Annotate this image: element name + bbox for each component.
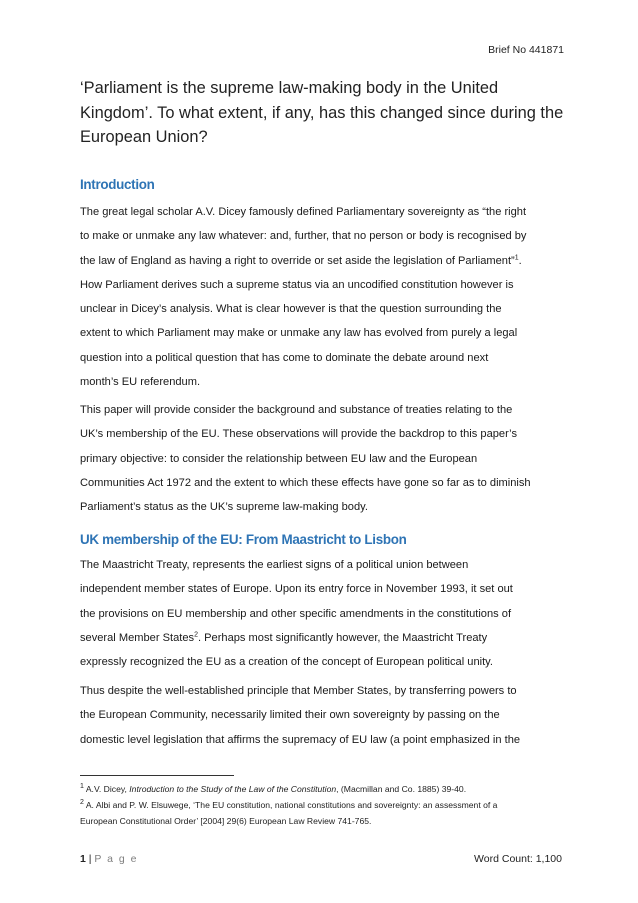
text-line: Thus despite the well-established principle that Member States, by transferring powers to [80, 685, 517, 697]
section2-paragraph-2 [80, 679, 562, 752]
heading-introduction: Introduction [80, 177, 155, 192]
text-line: the provisions on EU membership and other specific amendments in the constitutions of [80, 607, 512, 620]
text-line: independent member states of Europe. Upon its entry force in November 1993, it set out [80, 583, 513, 596]
text-line: UK’s membership of the EU. These observations will provide the backdrop to this paper’s [80, 428, 517, 441]
page-label: P a g e [94, 853, 138, 865]
text-line: several Member States$^2$. Perhaps most significantly however, the Maastricht Treaty [80, 631, 488, 644]
title-line: Kingdom’. To what extent, if any, has this changed since during the [80, 103, 564, 122]
brief-number: Brief No 441871 [488, 44, 564, 56]
footnote-separator [80, 775, 234, 776]
footnotes [80, 781, 570, 830]
text-line: domestic level legislation that affirms the supremacy of EU law (a point emphasized in the [80, 733, 521, 746]
footnote-ref-1[interactable]: 1 [514, 253, 519, 261]
text-line: Communities Act 1972 and the extent to which these effects have gone so far as to diminish [80, 476, 531, 489]
text-line: the European Community, necessarily limited their own sovereignty by passing on the [80, 709, 500, 722]
text-line: primary objective: to consider the relationship between EU law and the European [80, 452, 478, 465]
footnote-2: $^2$ A. Albi and P. W. Elsuwege, ‘The EU constitution, national constitutions and sovereignty: an assessment of a [80, 799, 498, 811]
text-line: This paper will provide consider the background and substance of treaties relating to the [80, 404, 513, 416]
text-line: unclear in Dicey’s analysis. What is clear however is that the question surrounding the [80, 303, 502, 316]
heading-uk-membership: UK membership of the EU: From Maastricht to Lisbon [80, 532, 407, 547]
word-count: Word Count: 1,100 [474, 853, 562, 865]
intro-paragraph-2 [80, 398, 562, 519]
page-number: 1 [80, 853, 86, 865]
section2-paragraph-1 [80, 553, 562, 674]
footnote-2-continued: European Constitutional Order’ [2004] 29(6) European Law Review 741-765. [80, 816, 372, 827]
text-line: the law of England as having a right to override or set aside the legislation of Parliament”$^1$. [80, 253, 522, 267]
footnote-1: $^1$ A.V. Dicey, Introduction to the Study of the Law of the Constitution, (Macmillan and Co. 1885) 39-40. [80, 783, 467, 794]
essay-title [80, 76, 570, 150]
footnote-ref-2[interactable]: 2 [194, 631, 198, 639]
text-line: to make or unmake any law whatever: and, further, that no person or body is recognised by [80, 230, 527, 243]
footer-separator: | [85, 853, 95, 865]
text-line: expressly recognized the EU as a creation of the concept of European political unity. [80, 656, 493, 669]
text-line: Parliament’s status as the UK’s supreme law-making body. [80, 501, 368, 514]
page-footer [80, 853, 562, 865]
text-line: How Parliament derives such a supreme status via an uncodified constitution however is [80, 278, 514, 291]
text-line: extent to which Parliament may make or unmake any law has evolved from purely a legal [80, 327, 518, 340]
text-line: The great legal scholar A.V. Dicey famously defined Parliamentary sovereignty as “the right [80, 206, 527, 218]
title-line: European Union? [80, 128, 208, 146]
title-line: ‘Parliament is the supreme law-making body in the United [80, 79, 499, 97]
text-line: The Maastricht Treaty, represents the earliest signs of a political union between [80, 559, 469, 571]
text-line: month’s EU referendum. [80, 376, 201, 389]
intro-paragraph-1 [80, 200, 562, 394]
text-line: question into a political question that has come to dominate the debate around next [80, 351, 489, 364]
